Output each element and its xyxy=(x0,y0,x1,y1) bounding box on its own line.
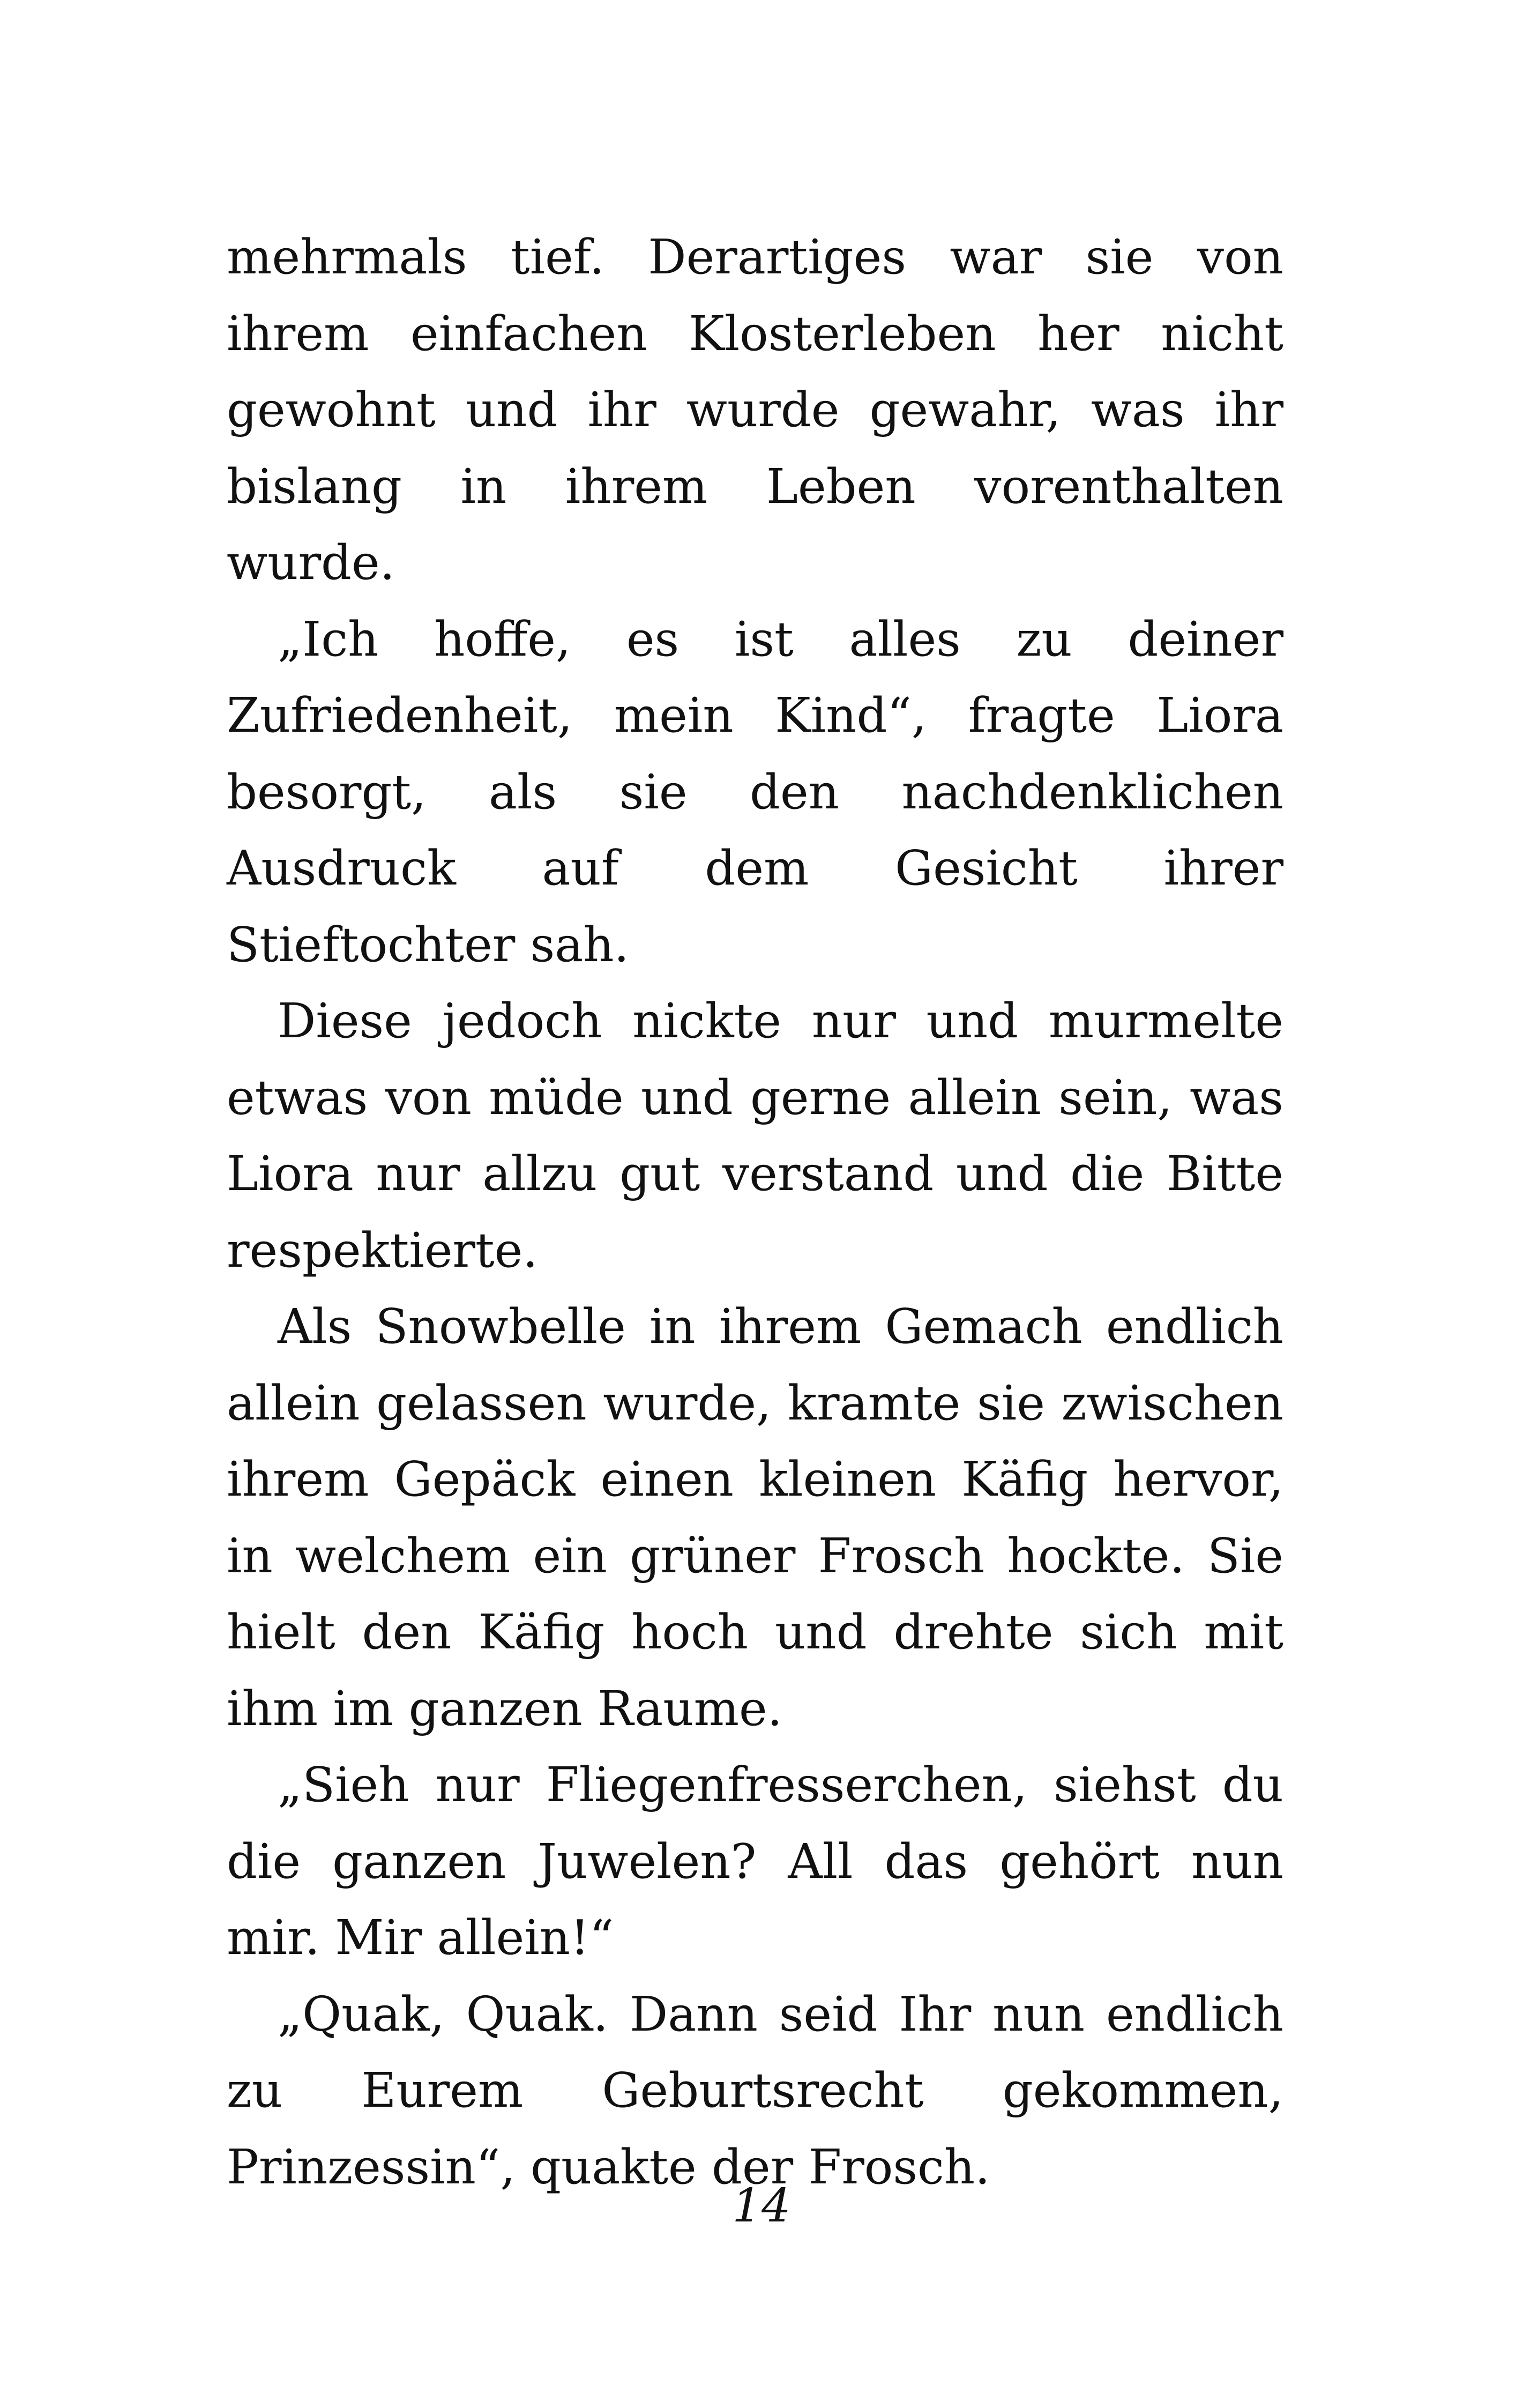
paragraph-3: Diese jedoch nickte nur und murmelte etwas von müde und gerne allein sein, was Liora nur allzu gut verstand und die Bitte respektierte. xyxy=(227,993,1283,1278)
paragraph-4: Als Snowbelle in ihrem Gemach endlich allein gelassen wurde, kramte sie zwischen ihrem Gepäck einen kleinen Käfig hervor, in welchem ein grüner Frosch hockte. Sie hielt den Käfig hoch und drehte sich mit ihm im ganzen Raume. xyxy=(227,1298,1283,1736)
paragraph-1: mehrmals tief. Derartiges war sie von ihrem einfachen Klosterleben her nicht gewohnt und ihr wurde gewahr, was ihr bislang in ihrem Leben vorenthalten wurde. xyxy=(227,229,1283,590)
paragraph-5: „Sieh nur Fliegenfresserchen, siehst du die ganzen Juwelen? All das gehört nun mir. Mir allein!“ xyxy=(227,1757,1283,1965)
paragraph-2: „Ich hoffe, es ist alles zu deiner Zufriedenheit, mein Kind“, fragte Liora besorgt, als sie den nachdenklichen Ausdruck auf dem Gesicht ihrer Stieftochter sah. xyxy=(227,611,1283,972)
page-number: 14 xyxy=(732,2179,791,2233)
paragraph-6: „Quak, Quak. Dann seid Ihr nun endlich zu Eurem Geburtsrecht gekommen, Prinzessin“, quakte der Frosch. xyxy=(227,1986,1283,2195)
body-text xyxy=(227,219,1283,2205)
